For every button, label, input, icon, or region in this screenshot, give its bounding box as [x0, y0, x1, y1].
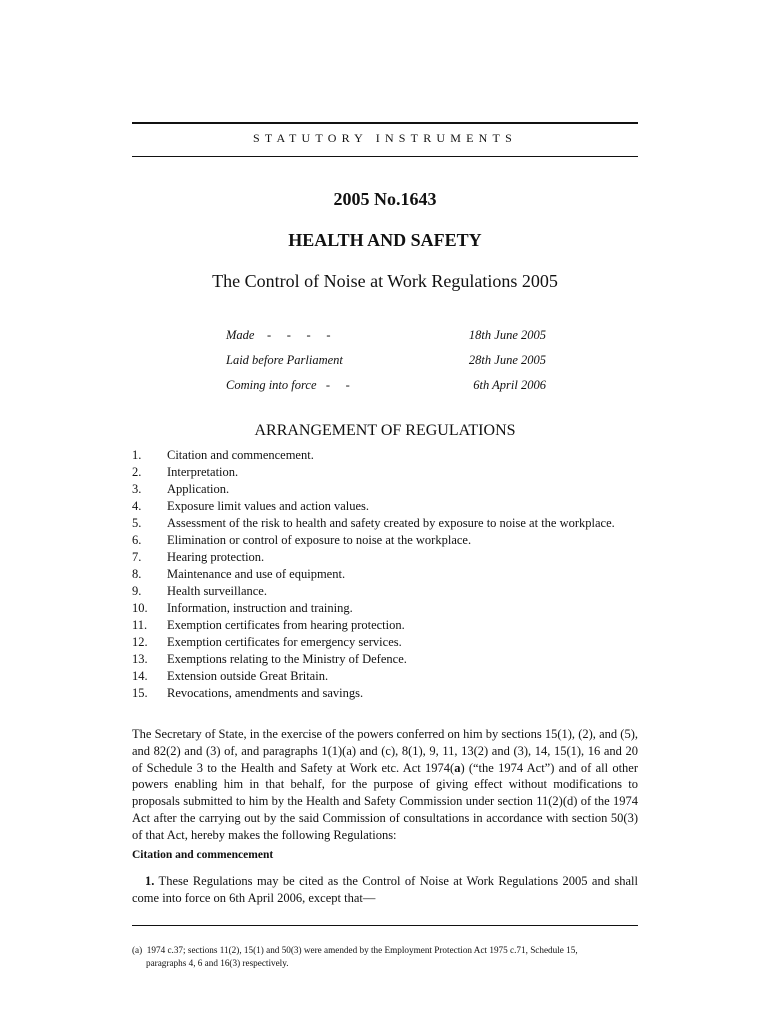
list-item: [132, 583, 638, 600]
date-value: 6th April 2006: [473, 378, 546, 392]
arrangement-list: [132, 447, 638, 702]
date-row-laid: [226, 353, 546, 369]
item-text: Revocations, amendments and savings.: [167, 686, 364, 700]
item-text: Exemption certificates for emergency services.: [167, 635, 402, 649]
header-top-rule: [132, 122, 638, 124]
section-heading-citation: Citation and commencement: [132, 849, 274, 861]
list-item: [132, 566, 638, 583]
subject-heading: HEALTH AND SAFETY: [288, 230, 482, 250]
item-text: Extension outside Great Britain.: [167, 669, 329, 683]
item-number: 15.: [132, 686, 148, 700]
item-number: 4.: [132, 499, 142, 513]
item-text: Application.: [167, 482, 230, 496]
item-number: 12.: [132, 635, 148, 649]
list-item: [132, 481, 638, 498]
item-number: 1.: [132, 448, 142, 462]
regulation-number: 1.: [145, 874, 155, 888]
date-label: Coming into force - -: [226, 378, 350, 392]
item-number: 10.: [132, 601, 148, 615]
list-item: [132, 532, 638, 549]
footnote-separator: [132, 925, 638, 926]
item-text: Citation and commencement.: [167, 448, 314, 462]
item-number: 14.: [132, 669, 148, 683]
leader-dots: - -: [325, 378, 350, 392]
item-number: 6.: [132, 533, 142, 547]
item-text: Health surveillance.: [167, 584, 267, 598]
footnote: [132, 944, 638, 969]
arrangement-heading: ARRANGEMENT OF REGULATIONS: [254, 422, 516, 439]
item-number: 2.: [132, 465, 142, 479]
document-title: The Control of Noise at Work Regulations 2005: [212, 271, 558, 291]
item-text: Exposure limit values and action values.: [167, 499, 370, 513]
list-item: [132, 447, 638, 464]
item-text: Exemptions relating to the Ministry of Defence.: [167, 652, 407, 666]
leader-dots: - - - -: [266, 328, 331, 342]
item-number: 3.: [132, 482, 142, 496]
item-number: 8.: [132, 567, 142, 581]
list-item: [132, 685, 638, 702]
item-text: Interpretation.: [167, 465, 239, 479]
footnote-reference: a: [454, 760, 461, 775]
item-text: Exemption certificates from hearing protection.: [167, 618, 405, 632]
si-number: 2005 No.1643: [333, 189, 437, 209]
date-label: Laid before Parliament: [226, 353, 343, 367]
regulation-1: [132, 873, 638, 907]
series-heading: STATUTORY INSTRUMENTS: [253, 131, 517, 145]
item-text: Maintenance and use of equipment.: [167, 567, 346, 581]
regulation-text: These Regulations may be cited as the Control of Noise at Work Regulations 2005 and shall come into force on 6th April 2006, except that—: [132, 874, 638, 905]
item-text: Assessment of the risk to health and safety created by exposure to noise at the workplace.: [167, 516, 615, 530]
item-text: Hearing protection.: [167, 550, 265, 564]
date-label: Made - - - -: [226, 328, 331, 342]
list-item: [132, 515, 638, 532]
list-item: [132, 549, 638, 566]
footnote-marker: (a): [132, 945, 143, 955]
item-number: 9.: [132, 584, 142, 598]
item-number: 7.: [132, 550, 142, 564]
footnote-continuation: paragraphs 4, 6 and 16(3) respectively.: [146, 957, 289, 968]
enacting-preamble: The Secretary of State, in the exercise of the powers conferred on him by sections 15(1), (2), and (5), and 82(2) and (3) of, and paragraphs 1(1)(a) and (c), 8(1), 9, 11, 13(2) and (3), 14, 15(1), 16 and 20 of Schedule 3 to the Health and Safety at Work etc. Act 1974(a) (“the 1974 Act”) and of all other powers enabling him in that behalf, for the purpose of giving effect without modifications to proposals submitted to him by the Health and Safety Commission under section 11(2)(d) of the 1974 Act after the carrying out by the said Commission of consultations in accordance with section 50(3) of that Act, hereby makes the following Regulations:: [132, 727, 638, 842]
date-row-made: [226, 328, 546, 344]
date-row-coming-into-force: [226, 378, 546, 394]
item-number: 5.: [132, 516, 142, 530]
list-item: [132, 634, 638, 651]
list-item: [132, 464, 638, 481]
item-number: 13.: [132, 652, 148, 666]
list-item: [132, 668, 638, 685]
list-item: [132, 651, 638, 668]
date-value: 28th June 2005: [468, 353, 546, 367]
list-item: [132, 498, 638, 515]
date-value: 18th June 2005: [468, 328, 546, 342]
item-number: 11.: [132, 618, 148, 632]
item-text: Elimination or control of exposure to noise at the workplace.: [167, 533, 472, 547]
list-item: [132, 600, 638, 617]
header-bottom-rule: [132, 156, 638, 157]
list-item: [132, 617, 638, 634]
item-text: Information, instruction and training.: [167, 601, 353, 615]
footnote-text: 1974 c.37; sections 11(2), 15(1) and 50(3) were amended by the Employment Protection Act 1975 c.71, Schedule 15,: [146, 945, 578, 955]
